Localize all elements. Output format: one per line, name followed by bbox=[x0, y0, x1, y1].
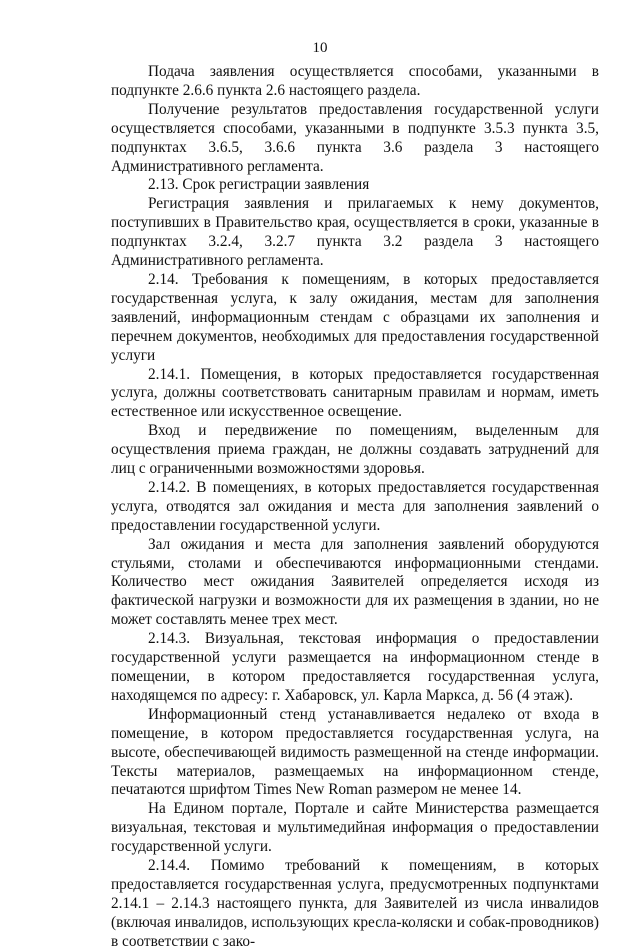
paragraph-portal-info: На Едином портале, Портале и сайте Министерства размещается визуальная, текстовая и мультимедийная информация о предоставлении государственной услуги. bbox=[111, 800, 599, 856]
paragraph-2-14-3: 2.14.3. Визуальная, текстовая информация о предоставлении государственной услуги размещается на информационном стенде в помещении, в котором предоставляется государственная услуга, находящемся по адресу: г. Хабаровск, ул. Карла Маркса, д. 56 (4 этаж). bbox=[111, 630, 599, 704]
paragraph-2-14-1: 2.14.1. Помещения, в которых предоставляется государственная услуга, должны соответствовать санитарным правилам и нормам, иметь естественное или искусственное освещение. bbox=[111, 365, 599, 421]
paragraph-2-14-2: 2.14.2. В помещениях, в которых предоставляется государственная услуга, отводятся зал ожидания и места для заполнения заявлений о предоставлении государственной услуги. bbox=[111, 478, 599, 534]
document-body bbox=[111, 63, 599, 952]
section-heading-2-13: 2.13. Срок регистрации заявления bbox=[148, 176, 370, 194]
paragraph-2-14-4: 2.14.4. Помимо требований к помещениям, в которых предоставляется государственная услуга, предусмотренных подпунктами 2.14.1 – 2.14.3 настоящего пункта, для Заявителей из числа инвалидов (включая инвалидов, использующих кресла-коляски и собак-проводников) в соответствии с зако- bbox=[111, 857, 599, 950]
page-number: 10 bbox=[312, 40, 328, 56]
paragraph-info-stand: Информационный стенд устанавливается недалеко от входа в помещение, в котором предоставляется государственная услуга, на высоте, обеспечивающей видимость размещенной на стенде информации. Тексты материалов, размещаемых на информационном стенде, печатаются шрифтом Times New Roman размером не менее 14. bbox=[111, 705, 599, 799]
section-heading-2-14: 2.14. Требования к помещениям, в которых предоставляется государственная услуга, к залу ожидания, местам для заполнения заявлений, информационным стендам с образцами их заполнения и перечнем документов, необходимых для предоставления государственной услуги bbox=[111, 270, 599, 364]
paragraph-submission-methods: Подача заявления осуществляется способами, указанными в подпункте 2.6.6 пункта 2.6 настоящего раздела. bbox=[111, 63, 599, 99]
paragraph-result-methods: Получение результатов предоставления государственной услуги осуществляется способами, указанными в подпункте 3.5.3 пункта 3.5, подпунктах 3.6.5, 3.6.6 пункта 3.6 раздела 3 настоящего Административного регламента. bbox=[111, 100, 599, 175]
paragraph-registration: Регистрация заявления и прилагаемых к нему документов, поступивших в Правительство края, осуществляется в сроки, указанные в подпунктах 3.2.4, 3.2.7 пункта 3.2 раздела 3 настоящего Административного регламента. bbox=[111, 195, 599, 270]
paragraph-entry-movement: Вход и передвижение по помещениям, выделенным для осуществления приема граждан, не должны создавать затруднений для лиц с ограниченными возможностями здоровья. bbox=[111, 422, 599, 478]
paragraph-waiting-hall: Зал ожидания и места для заполнения заявлений оборудуются стульями, столами и обеспечиваются информационными стендами. Количество мест ожидания Заявителей определяется исходя из фактической нагрузки и возможности для их размещения в здании, но не может составлять менее трех мест. bbox=[111, 535, 599, 629]
